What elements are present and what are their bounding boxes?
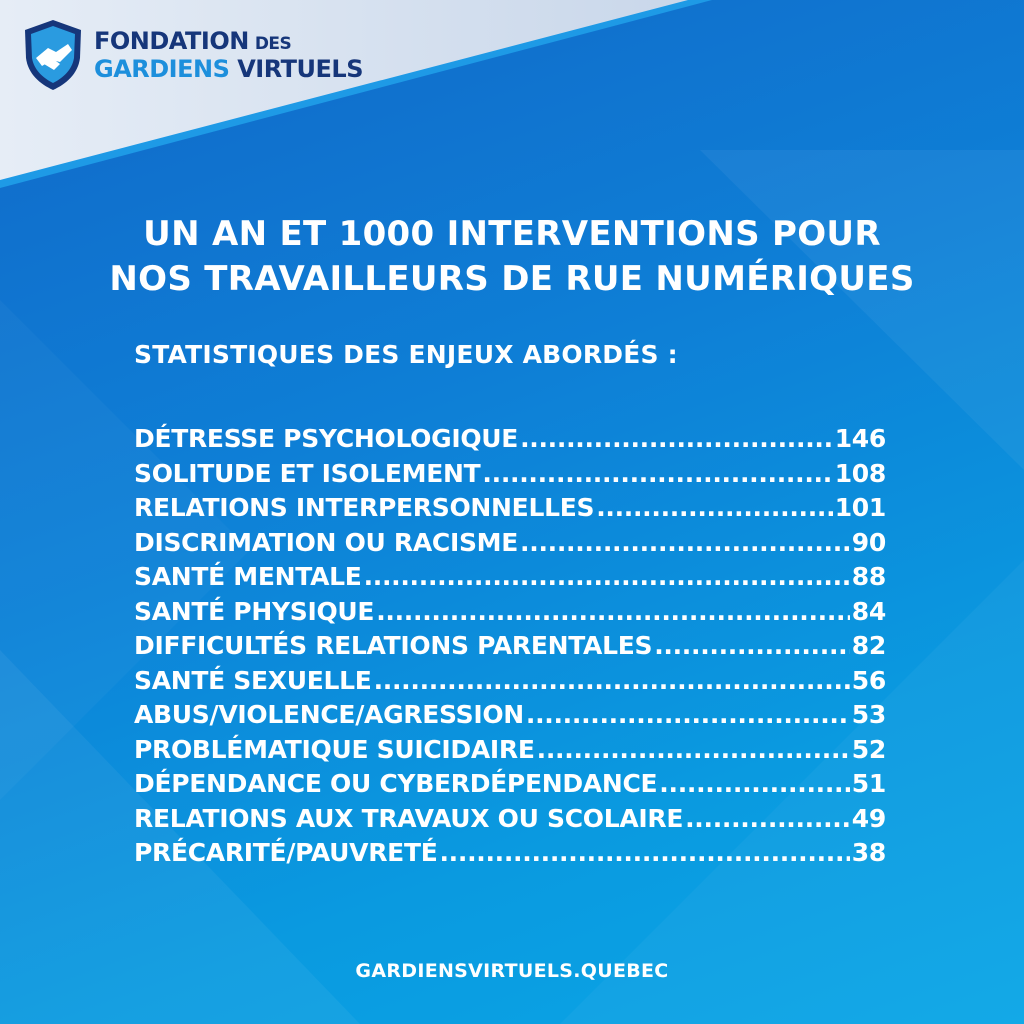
stat-row: [134, 769, 886, 804]
stat-leader: [537, 735, 850, 764]
stat-label: DISCRIMATION OU RACISME: [134, 527, 519, 557]
title-line1: UN AN ET 1000 INTERVENTIONS POUR: [143, 214, 881, 254]
stat-leader: [526, 700, 850, 729]
stat-value: 52: [851, 734, 886, 764]
stat-leader: [374, 666, 850, 695]
logo-line1: FONDATION DES: [94, 27, 292, 55]
stat-value: 108: [834, 458, 886, 488]
stat-row: [134, 804, 886, 839]
stat-label: SANTÉ PHYSIQUE: [134, 596, 375, 626]
stat-value: 84: [851, 596, 886, 626]
logo-text: [94, 29, 363, 81]
stat-label: DÉTRESSE PSYCHOLOGIQUE: [134, 424, 519, 453]
logo[interactable]: [22, 18, 363, 92]
stat-leader: [364, 562, 850, 591]
stat-label: RELATIONS AUX TRAVAUX OU SCOLAIRE: [134, 803, 684, 833]
stat-value: 51: [851, 769, 886, 798]
stat-label: PRÉCARITÉ/PAUVRETÉ: [134, 838, 438, 867]
stat-value: 101: [834, 493, 886, 522]
stat-row: [134, 838, 886, 873]
stat-value: 49: [851, 803, 886, 833]
stat-leader: [654, 631, 850, 660]
stat-label: ABUS/VIOLENCE/AGRESSION: [134, 700, 524, 729]
stat-value: 56: [851, 665, 886, 695]
stat-label: DIFFICULTÉS RELATIONS PARENTALES: [134, 631, 653, 660]
section-subtitle: STATISTIQUES DES ENJEUX ABORDÉS :: [134, 340, 678, 369]
stat-row: [134, 666, 886, 701]
stat-leader: [376, 597, 850, 626]
stat-value: 53: [851, 700, 886, 729]
stat-row: [134, 735, 886, 770]
stat-label: RELATIONS INTERPERSONNELLES: [134, 493, 595, 522]
stat-leader: [520, 424, 833, 453]
stat-row: [134, 700, 886, 735]
stat-row: [134, 562, 886, 597]
stat-value: 88: [851, 562, 886, 591]
stat-leader: [482, 459, 832, 488]
stat-row: [134, 597, 886, 632]
stat-label: SOLITUDE ET ISOLEMENT: [134, 458, 481, 488]
stats-list: [134, 424, 886, 873]
stat-row: [134, 493, 886, 528]
title-line2: NOS TRAVAILLEURS DE RUE NUMÉRIQUES: [109, 259, 915, 299]
stat-row: [134, 528, 886, 563]
stat-value: 38: [851, 838, 886, 867]
stat-label: SANTÉ MENTALE: [134, 562, 362, 591]
stat-row: [134, 424, 886, 459]
stat-label: PROBLÉMATIQUE SUICIDAIRE: [134, 734, 535, 764]
stat-label: DÉPENDANCE OU CYBERDÉPENDANCE: [134, 769, 658, 798]
website-link[interactable]: GARDIENSVIRTUELS.QUEBEC: [355, 960, 669, 982]
stat-row: [134, 459, 886, 494]
stat-value: 146: [834, 424, 886, 453]
stat-leader: [685, 804, 850, 833]
stat-row: [134, 631, 886, 666]
handshake-shield-icon: [22, 18, 84, 92]
page-title: [0, 212, 1024, 302]
stat-leader: [596, 493, 833, 522]
logo-line2: GARDIENS VIRTUELS: [94, 55, 363, 83]
stat-leader: [659, 769, 850, 798]
stat-value: 82: [851, 631, 886, 660]
stat-label: SANTÉ SEXUELLE: [134, 665, 372, 695]
stat-leader: [439, 838, 849, 867]
stat-value: 90: [851, 527, 886, 557]
stat-leader: [520, 528, 850, 557]
